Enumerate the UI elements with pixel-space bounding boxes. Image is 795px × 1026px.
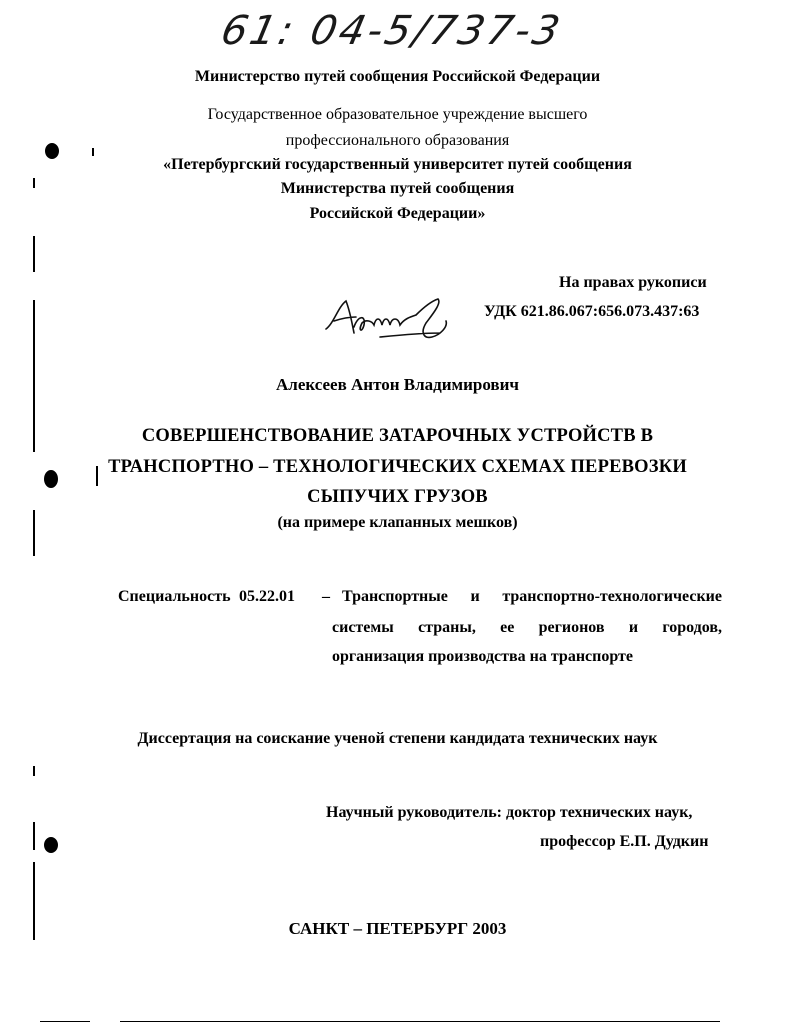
udc-code: УДК 621.86.067:656.073.437:63 <box>484 303 700 320</box>
specialty-word: городов, <box>662 619 722 636</box>
supervisor-line-2: профессор Е.П. Дудкин <box>540 833 709 850</box>
specialty-line-1 <box>342 588 722 606</box>
scan-bottom-line <box>40 1021 90 1022</box>
dissertation-note: Диссертация на соискание ученой степени кандидата технических наук <box>137 730 658 747</box>
specialty-code: 05.22.01 <box>239 588 295 605</box>
specialty-word: и <box>470 588 480 605</box>
scan-mark <box>33 766 35 776</box>
specialty-label: Специальность <box>118 588 231 605</box>
title-line-3: СЫПУЧИХ ГРУЗОВ <box>307 487 488 507</box>
city-year: САНКТ – ПЕТЕРБУРГ 2003 <box>288 919 507 938</box>
supervisor-line-1: Научный руководитель: доктор технических наук, <box>326 804 693 821</box>
institution-line-2: профессионального образования <box>285 132 510 149</box>
specialty-word: и <box>628 619 639 636</box>
rights-note: На правах рукописи <box>559 274 707 291</box>
scan-edge-line <box>33 236 35 272</box>
specialty-word: страны, <box>418 619 476 636</box>
specialty-word: системы <box>332 619 394 636</box>
title-line-2: ТРАНСПОРТНО – ТЕХНОЛОГИЧЕСКИХ СХЕМАХ ПЕРЕВОЗКИ <box>108 457 687 477</box>
scan-edge-line <box>33 822 35 850</box>
specialty-line-2 <box>332 619 722 637</box>
institution-line-1: Государственное образовательное учреждение высшего <box>207 106 588 123</box>
institution-line-5: Российской Федерации» <box>309 205 486 222</box>
institution-line-4: Министерства путей сообщения <box>280 180 515 197</box>
archive-number: 61: 04-5/737-3 <box>217 8 567 54</box>
title-subtitle: (на примере клапанных мешков) <box>277 514 518 531</box>
title-line-1: СОВЕРШЕНСТВОВАНИЕ ЗАТАРОЧНЫХ УСТРОЙСТВ В <box>141 426 654 446</box>
ministry-heading: Министерство путей сообщения Российской Федерации <box>194 68 601 85</box>
author-name: Алексеев Антон Владимирович <box>276 375 519 394</box>
specialty-dash: – <box>322 588 330 605</box>
signature-image <box>320 293 455 345</box>
specialty-word: регионов <box>538 619 605 636</box>
scan-bottom-line <box>120 1021 720 1022</box>
specialty-line-3: организация производства на транспорте <box>332 648 634 665</box>
specialty-word: Транспортные <box>342 588 448 605</box>
specialty-word: транспортно-технологические <box>502 588 722 605</box>
specialty-word: ее <box>500 619 515 636</box>
institution-line-3: «Петербургский государственный университет путей сообщения <box>163 156 632 173</box>
punch-hole-mark <box>44 837 58 853</box>
